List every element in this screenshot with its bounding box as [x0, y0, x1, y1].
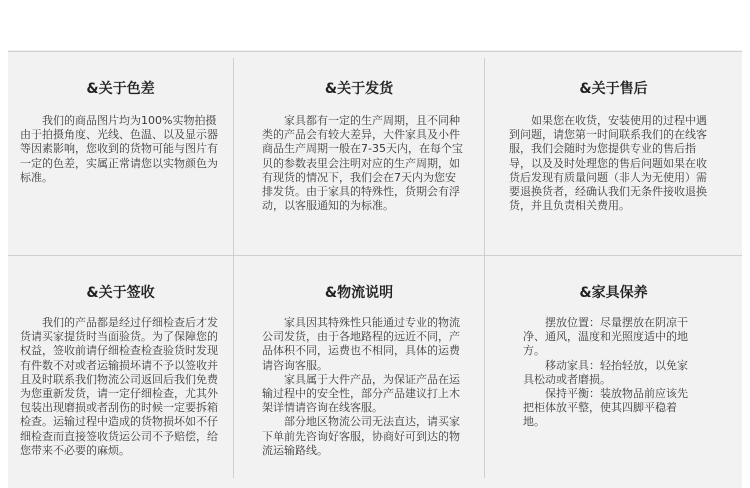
- section-paragraph: 家具都有一定的生产周期，且不同种类的产品会有较大差异，大件家具及小件商品生产周期一般在7-35天内，在每个宝贝的参数表里会注明对应的生产周期，如有现货的情况下，我们会在7天内为您安排发货。由于家具的特殊性，货期会有浮动，以客服通知的为标准。: [262, 114, 463, 213]
- section-color-difference: [8, 52, 233, 255]
- section-title: &关于签收: [86, 285, 155, 301]
- section-paragraph: 家具因其特殊性只能通过专业的物流公司发货，由于各地路程的远近不同，产品体积不同，运费也不相同，具体的运费请咨询客服。: [262, 316, 460, 372]
- section-paragraph: 我们的商品图片均为100%实物拍摄由于拍摄角度、光线、色温、以及显示器等因素影响，您收到的货物可能与图片有一定的色差，实属正常请您以实物颜色为标准。: [20, 114, 218, 184]
- section-after-sales: [485, 52, 742, 255]
- section-title: &关于售后: [579, 81, 648, 97]
- section-title: &家具保养: [579, 285, 648, 301]
- section-paragraph: 家具属于大件产品，为保证产品在运输过程中的安全性，部分产品建议打上木架详情请咨询在线客服。: [262, 372, 460, 415]
- section-paragraph: 保持平衡：装放物品前应该先把柜体放平整，使其四脚平稳着地。: [523, 387, 688, 429]
- section-title: &物流说明: [324, 285, 394, 301]
- section-body: [20, 316, 223, 458]
- section-paragraph: 我们的产品都是经过仔细检查后才发货请买家提货时当面验货。为了保障您的权益，签收前请仔细检查检查验货时发现有件数不对或者运输损坏请不予以签收并且及时联系我们物流公司返回后我们免费为您重新发货，请一定仔细检查，尤其外包装出现磨损或者刮伤的时候一定要拆箱检查。运输过程中造成的货物损坏如不仔细检查而直接签收货运公司不予赔偿，给您带来不必要的麻烦。: [20, 316, 218, 457]
- section-paragraph: 如果您在收货，安装使用的过程中遇到问题，请您第一时间联系我们的在线客服，我们会随时为您提供专业的售后指导，以及及时处理您的售后问题如果在收货后发现有质量问题（非人为无使用）需要退换货者，经确认我们无条件接收退换货，并且负责相关费用。: [509, 114, 707, 213]
- section-body: [523, 316, 691, 430]
- section-logistics: [234, 256, 484, 488]
- section-paragraph: 移动家具：轻抬轻放，以免家具松动或者磨损。: [523, 358, 688, 386]
- section-shipping: [234, 52, 484, 255]
- section-body: [262, 114, 466, 213]
- section-body: [262, 316, 466, 458]
- section-signing: [8, 256, 233, 488]
- section-title: &关于发货: [324, 81, 394, 97]
- section-title: &关于色差: [86, 81, 155, 97]
- section-paragraph: 部分地区物流公司无法直达，请买家下单前先咨询好客服，协商好可到达的物流运输路线。: [262, 415, 460, 457]
- section-body: [509, 114, 717, 213]
- section-body: [20, 114, 223, 185]
- section-paragraph: 摆放位置：尽量摆放在阴凉干净、通风，温度和光照度适中的地方。: [523, 316, 688, 358]
- section-furniture-care: [485, 256, 742, 488]
